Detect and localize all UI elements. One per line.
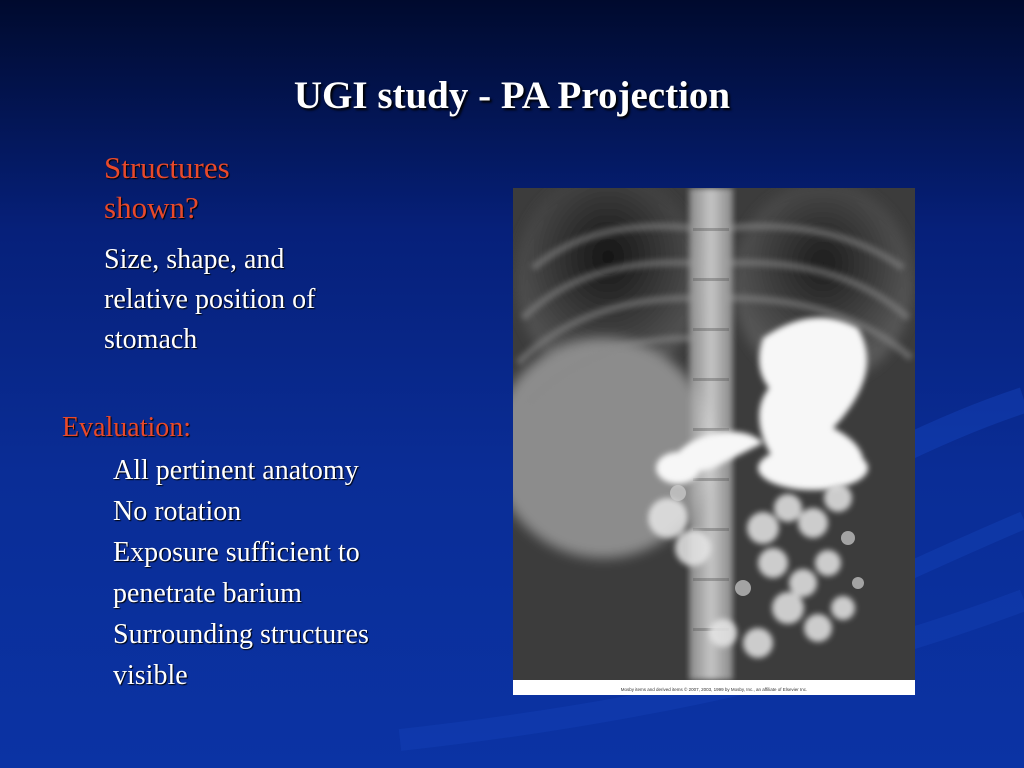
evaluation-list [113, 450, 443, 696]
structures-question-line: Structures [104, 150, 230, 185]
structures-answer-line: relative position of [104, 284, 316, 315]
slide-title: UGI study - PA Projection [293, 74, 731, 117]
evaluation-line: visible [113, 660, 188, 691]
structures-answer-line: Size, shape, and [104, 244, 285, 275]
evaluation-line: All pertinent anatomy [113, 455, 359, 486]
evaluation-line: penetrate barium [113, 578, 302, 609]
evaluation-line: No rotation [113, 496, 242, 527]
image-credit: Mosby items and derived items © 2007, 2003, 1999 by Mosby, Inc., an affiliate of Elsevier Inc. [620, 687, 808, 692]
evaluation-line: Exposure sufficient to [113, 537, 360, 568]
structures-question-line: shown? [104, 190, 199, 225]
structures-answer [104, 240, 384, 360]
evaluation-line: Surrounding structures [113, 619, 369, 650]
structures-question [104, 148, 304, 228]
structures-answer-line: stomach [104, 324, 198, 355]
xray-radiograph [513, 188, 915, 680]
evaluation-heading: Evaluation: [62, 412, 192, 443]
xray-image [513, 188, 915, 695]
